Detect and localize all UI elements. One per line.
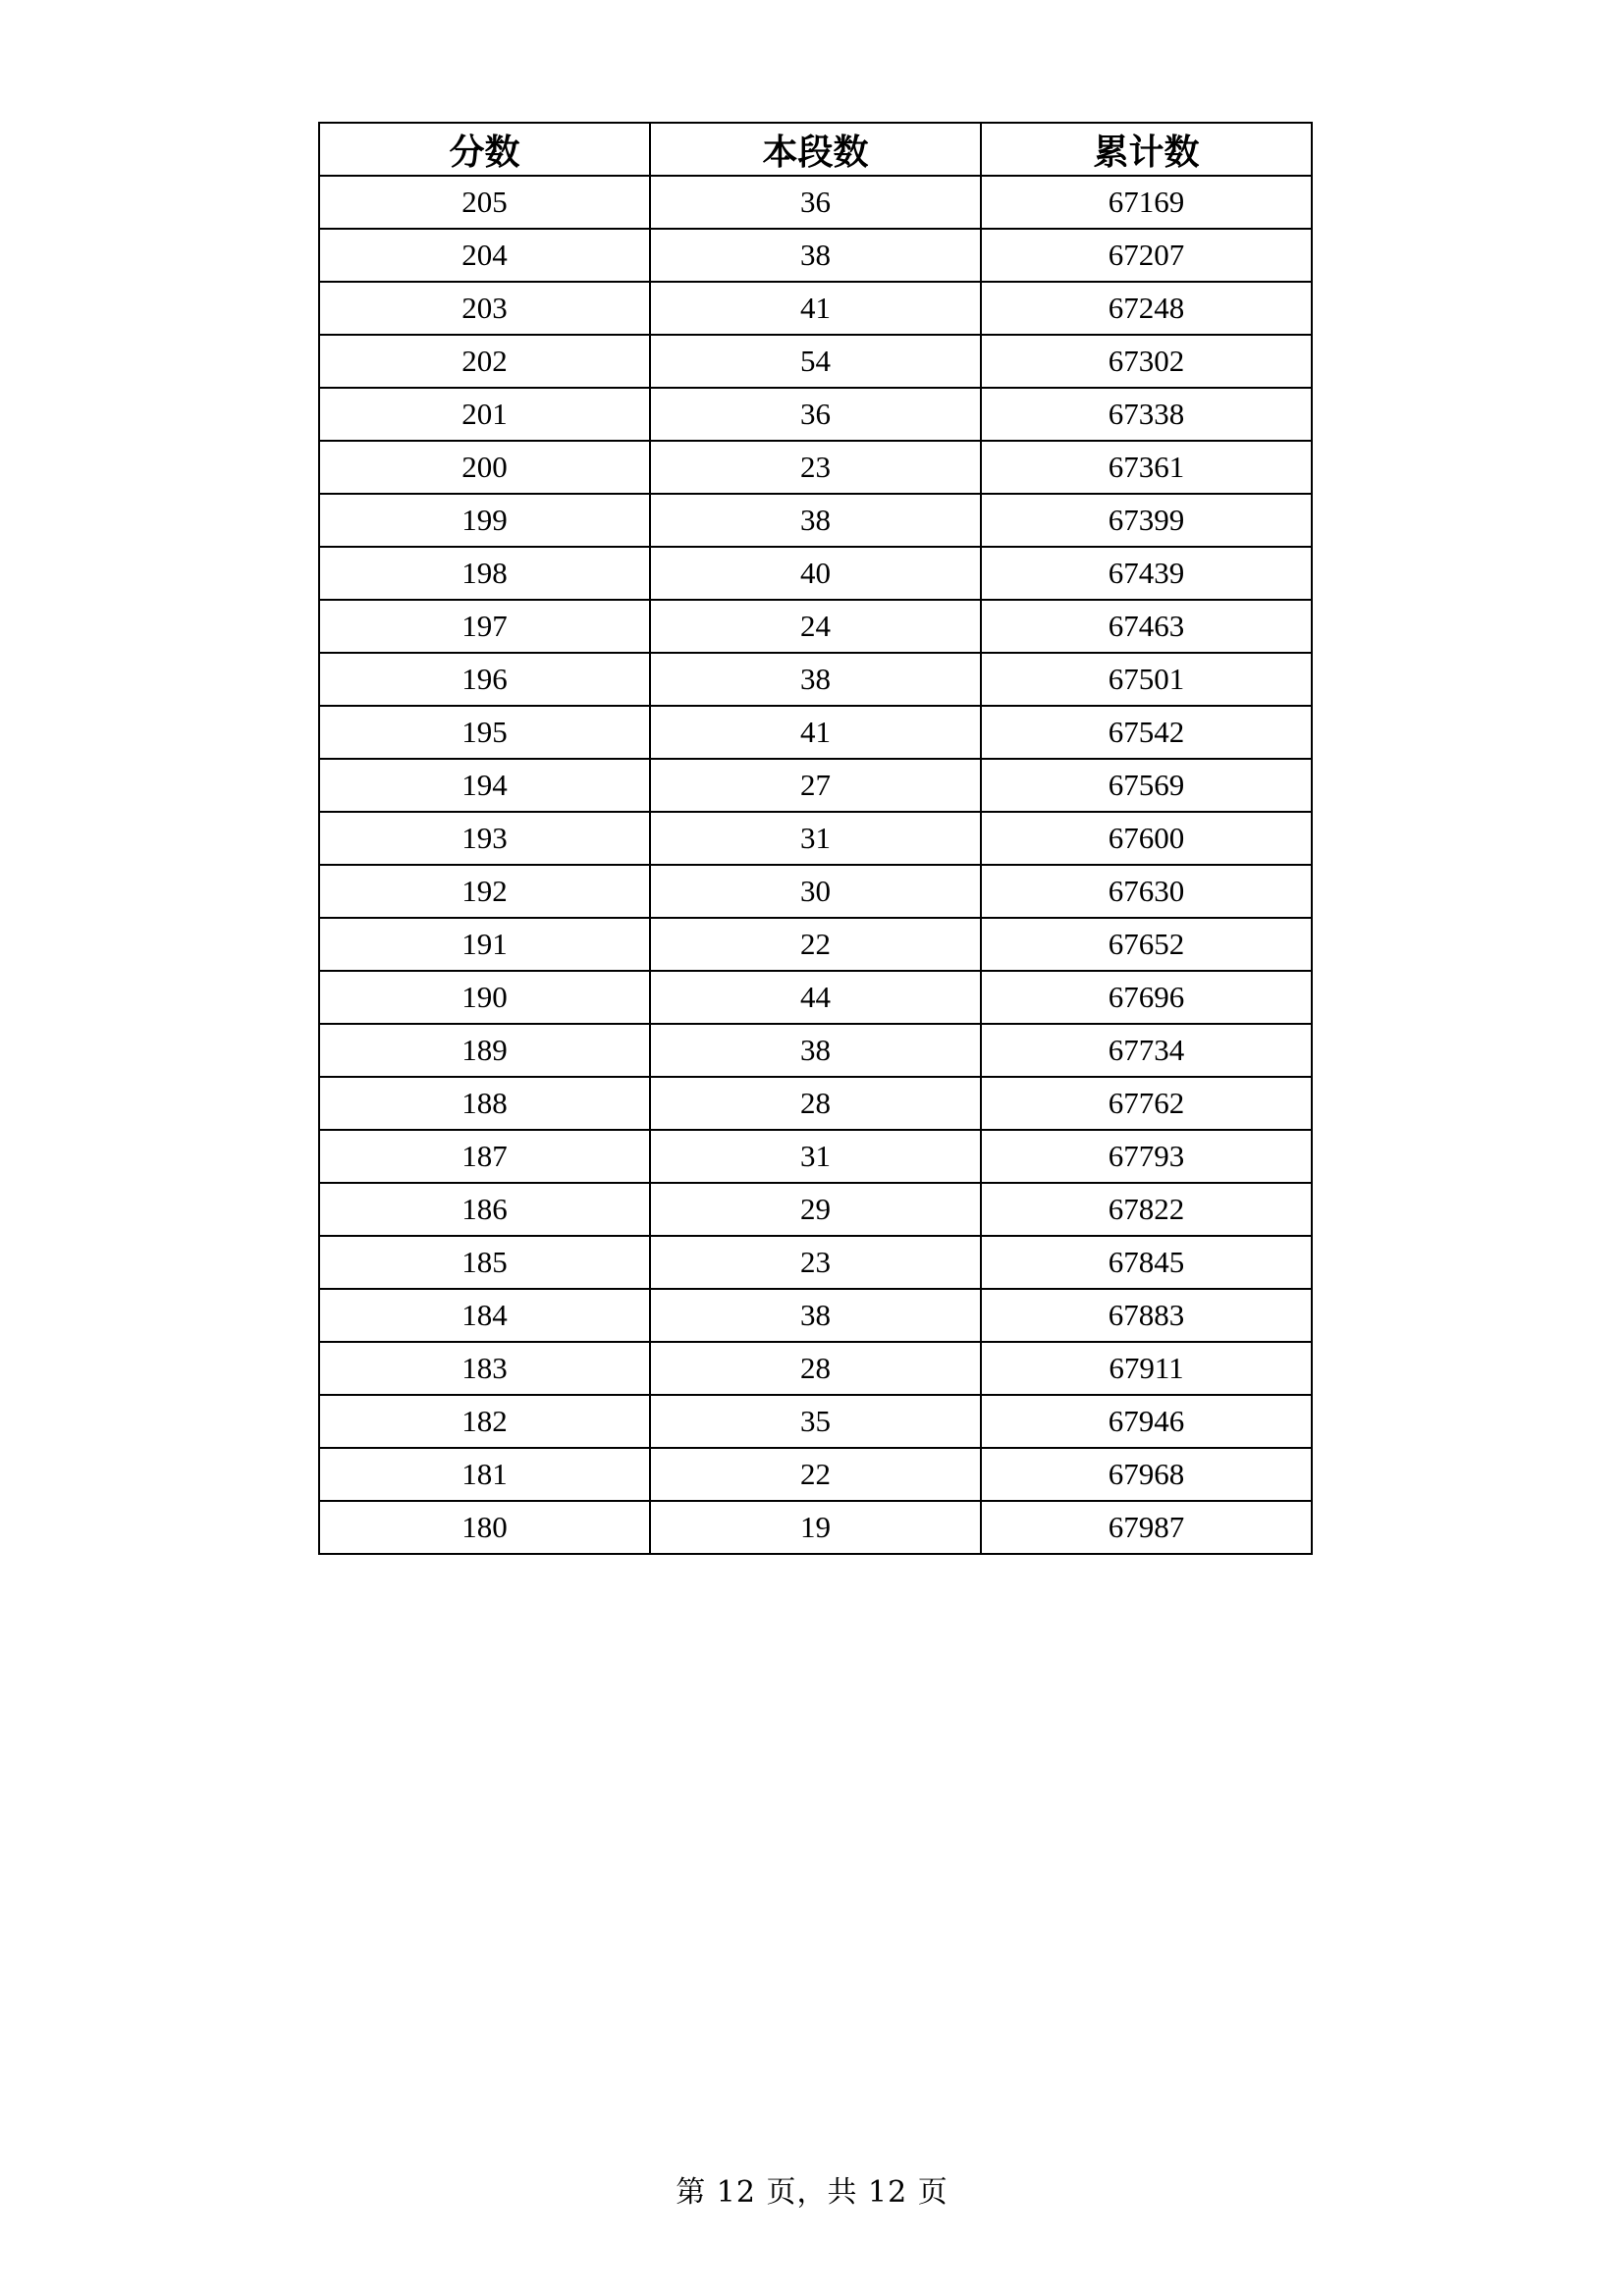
- table-body: [319, 176, 1312, 1554]
- table-header-row: [319, 123, 1312, 176]
- segment-count-cell: 19: [650, 1501, 981, 1554]
- segment-count-cell: 31: [650, 812, 981, 865]
- score-cell: 192: [319, 865, 650, 918]
- header-cumulative-count: 累计数: [981, 123, 1312, 176]
- table-row: [319, 1024, 1312, 1077]
- page-footer: 第 12 页，共 12 页: [676, 2175, 948, 2210]
- table-row: [319, 971, 1312, 1024]
- cumulative-count-cell: 67734: [981, 1024, 1312, 1077]
- cumulative-count-cell: 67439: [981, 547, 1312, 600]
- table-row: [319, 441, 1312, 494]
- cumulative-count-cell: 67946: [981, 1395, 1312, 1448]
- table-row: [319, 494, 1312, 547]
- segment-count-cell: 38: [650, 494, 981, 547]
- table-row: [319, 865, 1312, 918]
- segment-count-cell: 23: [650, 441, 981, 494]
- segment-count-cell: 31: [650, 1130, 981, 1183]
- segment-count-cell: 36: [650, 388, 981, 441]
- score-cell: 202: [319, 335, 650, 388]
- cumulative-count-cell: 67845: [981, 1236, 1312, 1289]
- segment-count-cell: 38: [650, 1289, 981, 1342]
- cumulative-count-cell: 67793: [981, 1130, 1312, 1183]
- cumulative-count-cell: 67652: [981, 918, 1312, 971]
- segment-count-cell: 30: [650, 865, 981, 918]
- table-row: [319, 1183, 1312, 1236]
- header-segment-count: 本段数: [650, 123, 981, 176]
- score-cell: 201: [319, 388, 650, 441]
- score-cell: 203: [319, 282, 650, 335]
- cumulative-count-cell: 67463: [981, 600, 1312, 653]
- table-row: [319, 547, 1312, 600]
- table-row: [319, 282, 1312, 335]
- table-row: [319, 1289, 1312, 1342]
- score-cell: 189: [319, 1024, 650, 1077]
- score-cell: 180: [319, 1501, 650, 1554]
- cumulative-count-cell: 67883: [981, 1289, 1312, 1342]
- table-row: [319, 388, 1312, 441]
- score-cell: 197: [319, 600, 650, 653]
- cumulative-count-cell: 67542: [981, 706, 1312, 759]
- segment-count-cell: 40: [650, 547, 981, 600]
- score-cell: 204: [319, 229, 650, 282]
- cumulative-count-cell: 67822: [981, 1183, 1312, 1236]
- segment-count-cell: 28: [650, 1342, 981, 1395]
- segment-count-cell: 41: [650, 706, 981, 759]
- segment-count-cell: 38: [650, 229, 981, 282]
- segment-count-cell: 23: [650, 1236, 981, 1289]
- cumulative-count-cell: 67361: [981, 441, 1312, 494]
- score-table: [318, 122, 1313, 1555]
- score-cell: 187: [319, 1130, 650, 1183]
- segment-count-cell: 24: [650, 600, 981, 653]
- score-cell: 195: [319, 706, 650, 759]
- cumulative-count-cell: 67338: [981, 388, 1312, 441]
- table-row: [319, 335, 1312, 388]
- cumulative-count-cell: 67696: [981, 971, 1312, 1024]
- table-row: [319, 706, 1312, 759]
- segment-count-cell: 41: [650, 282, 981, 335]
- score-cell: 186: [319, 1183, 650, 1236]
- header-score: 分数: [319, 123, 650, 176]
- table-row: [319, 759, 1312, 812]
- cumulative-count-cell: 67600: [981, 812, 1312, 865]
- segment-count-cell: 38: [650, 653, 981, 706]
- cumulative-count-cell: 67302: [981, 335, 1312, 388]
- segment-count-cell: 29: [650, 1183, 981, 1236]
- segment-count-cell: 44: [650, 971, 981, 1024]
- segment-count-cell: 22: [650, 1448, 981, 1501]
- score-cell: 183: [319, 1342, 650, 1395]
- segment-count-cell: 27: [650, 759, 981, 812]
- table-row: [319, 1236, 1312, 1289]
- table-row: [319, 229, 1312, 282]
- score-cell: 184: [319, 1289, 650, 1342]
- segment-count-cell: 38: [650, 1024, 981, 1077]
- table-row: [319, 918, 1312, 971]
- table-row: [319, 1130, 1312, 1183]
- score-cell: 200: [319, 441, 650, 494]
- segment-count-cell: 54: [650, 335, 981, 388]
- score-cell: 188: [319, 1077, 650, 1130]
- score-cell: 185: [319, 1236, 650, 1289]
- table-row: [319, 1448, 1312, 1501]
- segment-count-cell: 28: [650, 1077, 981, 1130]
- score-cell: 181: [319, 1448, 650, 1501]
- table-row: [319, 600, 1312, 653]
- cumulative-count-cell: 67762: [981, 1077, 1312, 1130]
- cumulative-count-cell: 67169: [981, 176, 1312, 229]
- segment-count-cell: 36: [650, 176, 981, 229]
- cumulative-count-cell: 67630: [981, 865, 1312, 918]
- cumulative-count-cell: 67399: [981, 494, 1312, 547]
- cumulative-count-cell: 67911: [981, 1342, 1312, 1395]
- score-cell: 190: [319, 971, 650, 1024]
- cumulative-count-cell: 67968: [981, 1448, 1312, 1501]
- score-cell: 205: [319, 176, 650, 229]
- table-row: [319, 1395, 1312, 1448]
- score-cell: 193: [319, 812, 650, 865]
- cumulative-count-cell: 67501: [981, 653, 1312, 706]
- score-cell: 198: [319, 547, 650, 600]
- score-cell: 199: [319, 494, 650, 547]
- table-row: [319, 1077, 1312, 1130]
- segment-count-cell: 22: [650, 918, 981, 971]
- table-row: [319, 1342, 1312, 1395]
- score-cell: 191: [319, 918, 650, 971]
- table-row: [319, 653, 1312, 706]
- score-cell: 194: [319, 759, 650, 812]
- cumulative-count-cell: 67207: [981, 229, 1312, 282]
- cumulative-count-cell: 67987: [981, 1501, 1312, 1554]
- score-cell: 182: [319, 1395, 650, 1448]
- segment-count-cell: 35: [650, 1395, 981, 1448]
- cumulative-count-cell: 67569: [981, 759, 1312, 812]
- table-row: [319, 1501, 1312, 1554]
- table-row: [319, 176, 1312, 229]
- table-row: [319, 812, 1312, 865]
- cumulative-count-cell: 67248: [981, 282, 1312, 335]
- score-cell: 196: [319, 653, 650, 706]
